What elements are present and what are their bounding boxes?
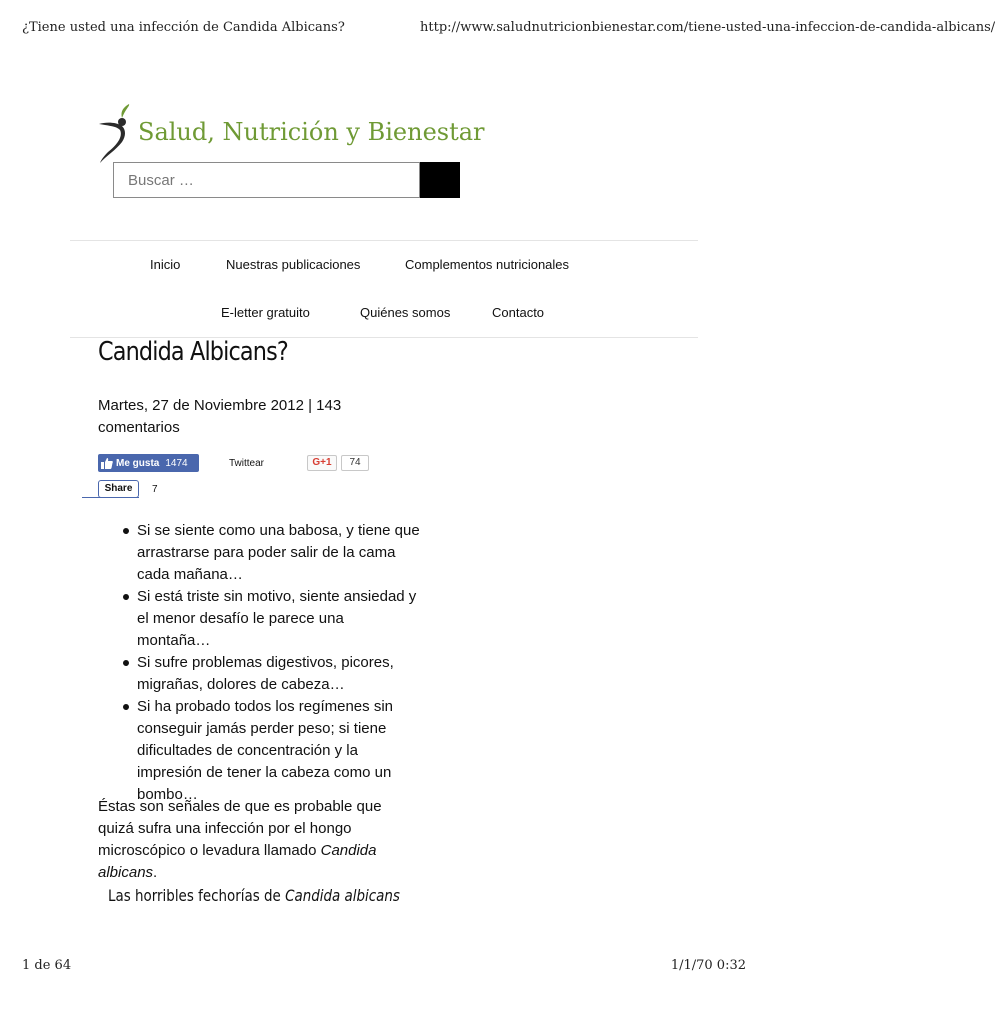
print-footer [22,958,746,978]
list-item: Si sufre problemas digestivos, picores, migrañas, dolores de cabeza… [121,652,421,696]
share-underline [82,497,139,498]
paragraph-text: Éstas son señales de que es probable que quizá sufra una infección por el hongo microscópico o levadura llamado [98,798,382,859]
subheading-text: Las horribles fechorías de [108,886,286,905]
search-button[interactable] [420,162,460,198]
print-header [22,20,995,40]
search-input[interactable] [113,162,420,198]
symptom-list [121,520,421,806]
nav-item-publicaciones[interactable]: Nuestras publicaciones [226,257,361,272]
nav-item-quienes-somos[interactable]: Quiénes somos [360,305,451,320]
google-plus-count: 74 [341,455,369,471]
subheading-emphasis: Candida albicans [285,886,400,905]
nav-top-divider [70,240,698,241]
facebook-like-label: Me gusta [116,457,160,469]
site-name: Salud, Nutrición y Bienestar [138,118,485,146]
list-item: Si ha probado todos los regímenes sin conseguir jamás perder peso; si tiene dificultades de concentración y la impresión de tener la cabeza como un bombo… [121,696,421,806]
thumbs-up-icon [101,458,113,469]
leaping-figure-leaf-icon [96,104,136,166]
print-page-title: ¿Tiene usted una infección de Candida Albicans? [22,20,345,35]
google-plus-button[interactable]: G+1 [307,455,337,471]
nav-item-eletter[interactable]: E-letter gratuito [221,305,310,320]
print-date: 1/1/70 0:32 [670,958,746,973]
list-item: Si se siente como una babosa, y tiene que arrastrarse para poder salir de la cama cada mañana… [121,520,421,586]
nav-item-contacto[interactable]: Contacto [492,305,545,320]
article-meta: Martes, 27 de Noviembre 2012 | 143 comentarios [98,397,342,436]
print-page-url: http://www.saludnutricionbienestar.com/tiene-usted-una-infeccion-de-candida-albicans/ [420,20,995,35]
facebook-like-count: 1474 [165,457,188,469]
paragraph-emphasis: Candida albicans [98,842,377,881]
paragraph-end: . [153,864,158,881]
list-item: Si está triste sin motivo, siente ansiedad y el menor desafío le parece una montaña… [121,586,421,652]
site-logo[interactable] [96,104,496,166]
twitter-tweet-button[interactable]: Twittear [229,458,265,469]
share-count: 7 [152,484,158,495]
nav-item-inicio[interactable]: Inicio [150,257,181,272]
print-page-number: 1 de 64 [22,958,72,973]
search-form [113,162,460,198]
share-button[interactable]: Share [98,480,139,498]
facebook-like-button[interactable] [98,454,199,472]
article-title: Candida Albicans? [98,337,288,367]
nav-item-complementos[interactable]: Complementos nutricionales [405,257,570,272]
article-subheading [108,886,400,905]
article-paragraph [98,796,416,884]
